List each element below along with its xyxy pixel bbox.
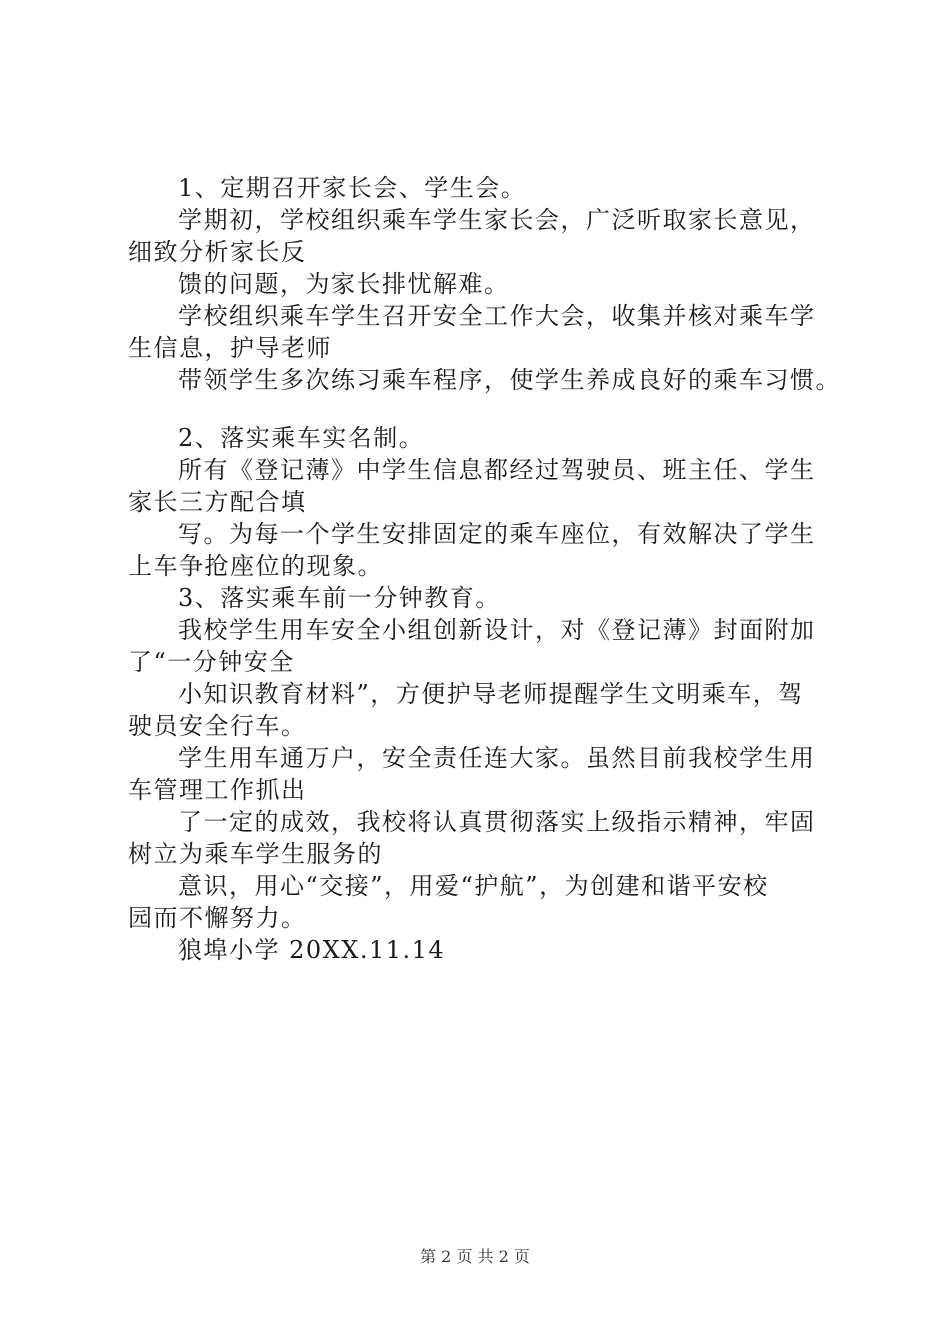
document-body bbox=[128, 172, 841, 966]
section-heading-3: 3、落实乘车前一分钟教育。 bbox=[178, 584, 501, 612]
paragraph-line: 所有《登记薄》中学生信息都经过驾驶员、班主任、学生 bbox=[178, 456, 816, 484]
paragraph-line: 园而不懈努力。 bbox=[128, 904, 307, 932]
signature-line: 狼埠小学 20XX.11.14 bbox=[178, 936, 446, 964]
page-number-footer: 第 2 页 共 2 页 bbox=[420, 1247, 530, 1266]
paragraph-line: 树立为乘车学生服务的 bbox=[128, 840, 383, 868]
paragraph-line: 意识，用心“交接”，用爱“护航”，为创建和谐平安校 bbox=[178, 872, 769, 900]
paragraph-line: 细致分析家长反 bbox=[128, 238, 307, 266]
paragraph-line: 我校学生用车安全小组创新设计，对《登记薄》封面附加 bbox=[178, 616, 816, 644]
paragraph-line: 写。为每一个学生安排固定的乘车座位，有效解决了学生 bbox=[178, 520, 816, 548]
paragraph-line: 带领学生多次练习乘车程序，使学生养成良好的乘车习惯。 bbox=[178, 366, 841, 394]
paragraph-line: 了一定的成效，我校将认真贯彻落实上级指示精神，牢固 bbox=[178, 808, 816, 836]
paragraph-line: 学期初，学校组织乘车学生家长会，广泛听取家长意见， bbox=[178, 206, 816, 234]
paragraph-line: 家长三方配合填 bbox=[128, 488, 307, 516]
paragraph-line: 上车争抢座位的现象。 bbox=[128, 552, 383, 580]
paragraph-line: 学校组织乘车学生召开安全工作大会，收集并核对乘车学 bbox=[178, 302, 816, 330]
paragraph-line: 车管理工作抓出 bbox=[128, 776, 307, 804]
paragraph-gap bbox=[128, 396, 838, 422]
paragraph-line: 了“一分钟安全 bbox=[128, 648, 295, 676]
paragraph-line: 小知识教育材料”，方便护导老师提醒学生文明乘车，驾 bbox=[178, 680, 804, 708]
paragraph-line: 驶员安全行车。 bbox=[128, 712, 307, 740]
section-heading-1: 1、定期召开家长会、学生会。 bbox=[178, 174, 527, 202]
paragraph-line: 馈的问题，为家长排忧解难。 bbox=[178, 270, 510, 298]
section-heading-2: 2、落实乘车实名制。 bbox=[178, 424, 425, 452]
paragraph-line: 生信息，护导老师 bbox=[128, 334, 332, 362]
paragraph-line: 学生用车通万户，安全责任连大家。虽然目前我校学生用 bbox=[178, 744, 816, 772]
